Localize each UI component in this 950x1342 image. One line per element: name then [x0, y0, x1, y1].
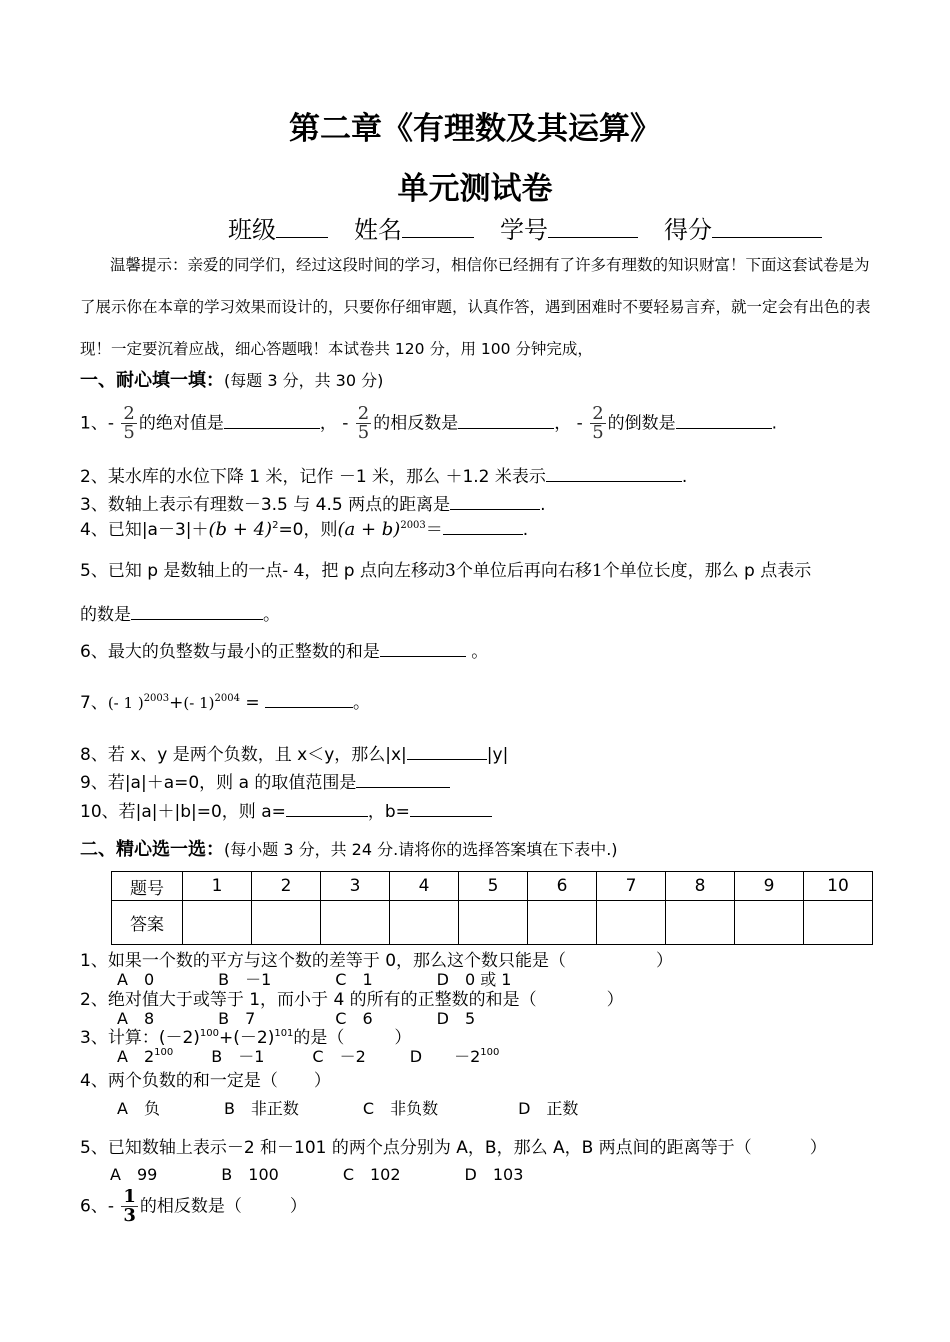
blank-8[interactable] [407, 741, 487, 760]
answer-cell[interactable] [252, 901, 321, 945]
answer-cell[interactable] [735, 901, 804, 945]
blank-7[interactable] [265, 689, 353, 708]
table-row-answers [112, 901, 873, 945]
table-cell: 4 [390, 872, 459, 901]
fill-question-5-line2: 的数是 。 [80, 600, 280, 625]
choice-question-3: 3、计算：$(-2)^{100}+(-2)^{101}$的是（ ） [80, 1028, 412, 1048]
blank-1a[interactable] [224, 410, 320, 429]
section2-heading: 二、精心选一选：(每小题 3 分，共 24 分.请将你的选择答案填在下表中.) [80, 839, 618, 860]
table-cell: 6 [528, 872, 597, 901]
fill-question-9: 9、若|a|＋a=0，则 a 的取值范围是 [80, 768, 450, 793]
student-id-label: 学号 [500, 216, 548, 244]
table-cell: 3 [321, 872, 390, 901]
fill-question-6: 6、最大的负整数与最小的正整数的和是 。 [80, 637, 488, 662]
answer-cell[interactable] [183, 901, 252, 945]
blank-4[interactable] [443, 516, 523, 535]
answer-cell[interactable] [597, 901, 666, 945]
table-header-cell: 答案 [112, 901, 183, 945]
table-header-cell: 题号 [112, 872, 183, 901]
blank-1b[interactable] [458, 410, 554, 429]
choice-question-5: 5、已知数轴上表示－2 和－101 的两个点分别为 A，B，那么 A，B 两点间的距离等于（ ） [80, 1138, 827, 1158]
fill-question-8: 8、若 x、y 是两个负数，且 x＜y，那么|x| |y| [80, 740, 508, 765]
fill-question-5: 5、已知 p 是数轴上的一点- 4，把 p 点向左移动3个单位后再向右移1个单位长度，那么 p 点表示 [80, 561, 812, 581]
table-cell: 7 [597, 872, 666, 901]
page-subtitle: 单元测试卷 [397, 171, 553, 207]
blank-3[interactable] [450, 491, 540, 510]
blank-5[interactable] [131, 601, 263, 620]
class-label: 班级 [228, 216, 276, 244]
answer-cell[interactable] [459, 901, 528, 945]
choice-options-4: A 负 B 非正数 C 非负数 D 正数 [117, 1099, 579, 1118]
name-label: 姓名 [354, 216, 402, 244]
choice-question-2: 2、绝对值大于或等于 1，而小于 4 的所有的正整数的和是（ ） [80, 990, 624, 1010]
table-cell: 2 [252, 872, 321, 901]
blank-1c[interactable] [676, 410, 772, 429]
fraction-2-5: $\frac{2}{5}$ [592, 403, 604, 443]
fill-question-3: 3、数轴上表示有理数－3.5 与 4.5 两点的距离是 . [80, 490, 546, 515]
answer-cell[interactable] [666, 901, 735, 945]
answer-cell[interactable] [390, 901, 459, 945]
score-label: 得分 [664, 216, 712, 244]
fill-question-7: 7、(- 1 )$^{2003}$+(- 1)$^{2004}$ = 。 [80, 688, 370, 713]
table-row-numbers [112, 872, 873, 901]
score-blank[interactable] [712, 215, 822, 238]
student-id-blank[interactable] [548, 215, 638, 238]
blank-2[interactable] [546, 463, 682, 482]
blank-9[interactable] [356, 769, 450, 788]
choice-options-1: A 0 B －1 C 1 D 0 或 1 [117, 970, 512, 989]
fill-question-4: 4、已知$|a-3|+(b + 4)^2=0$，则$(a + b)^{2003}=$ . [80, 515, 528, 540]
table-cell: 9 [735, 872, 804, 901]
fill-question-1: 1、- $\frac{2}{5}$ 的绝对值是 ， - $\frac{2}{5}$ 的相反数是 ， - $\frac{2}{5}$ 的倒数是 . [80, 403, 778, 443]
fraction-1-3: $\frac{1}{3}$ [123, 1186, 136, 1226]
blank-6[interactable] [380, 638, 466, 657]
blank-10a[interactable] [286, 798, 368, 817]
section1-heading: 一、耐心填一填：(每题 3 分，共 30 分) [80, 370, 384, 391]
choice-options-5: A 99 B 100 C 102 D 103 [110, 1165, 524, 1184]
fraction-2-5: $\frac{2}{5}$ [123, 403, 135, 443]
tip-paragraph: 温馨提示：亲爱的同学们，经过这段时间的学习，相信你已经拥有了许多有理数的知识财富！下面这套试卷是为了展示你在本章的学习效果而设计的，只要你仔细审题，认真作答，遇到困难时不要轻易言弃，就一定会有出色的表现！一定要沉着应战，细心答题哦！本试卷共 120 分，用 100 分钟完成， [80, 256, 871, 358]
answer-cell[interactable] [321, 901, 390, 945]
fill-question-10: 10、若|a|＋|b|=0，则 a= ，b= [80, 797, 492, 822]
choice-options-3: A $2^{100}$ B －1 C －2 D $-2^{100}$ [117, 1047, 500, 1066]
choice-question-4: 4、两个负数的和一定是（ ） [80, 1071, 331, 1091]
table-cell: 5 [459, 872, 528, 901]
table-cell: 1 [183, 872, 252, 901]
fill-question-2: 2、某水库的水位下降 1 米，记作 －1 米，那么 ＋1.2 米表示 . [80, 462, 687, 487]
page-title: 第二章《有理数及其运算》 [289, 111, 661, 147]
answer-cell[interactable] [528, 901, 597, 945]
table-cell: 10 [804, 872, 873, 901]
choice-options-2: A 8 B 7 C 6 D 5 [117, 1009, 476, 1028]
choice-question-1: 1、如果一个数的平方与这个数的差等于 0，那么这个数只能是（ ） [80, 951, 674, 971]
name-blank[interactable] [402, 215, 474, 238]
fraction-2-5: $\frac{2}{5}$ [357, 403, 370, 443]
table-cell: 8 [666, 872, 735, 901]
answer-table [111, 871, 873, 945]
answer-cell[interactable] [804, 901, 873, 945]
student-info-line [228, 210, 822, 245]
class-blank[interactable] [276, 215, 328, 238]
choice-question-6: 6、- $\frac{1}{3}$ 的相反数是（ ） [80, 1186, 307, 1226]
blank-10b[interactable] [410, 798, 492, 817]
